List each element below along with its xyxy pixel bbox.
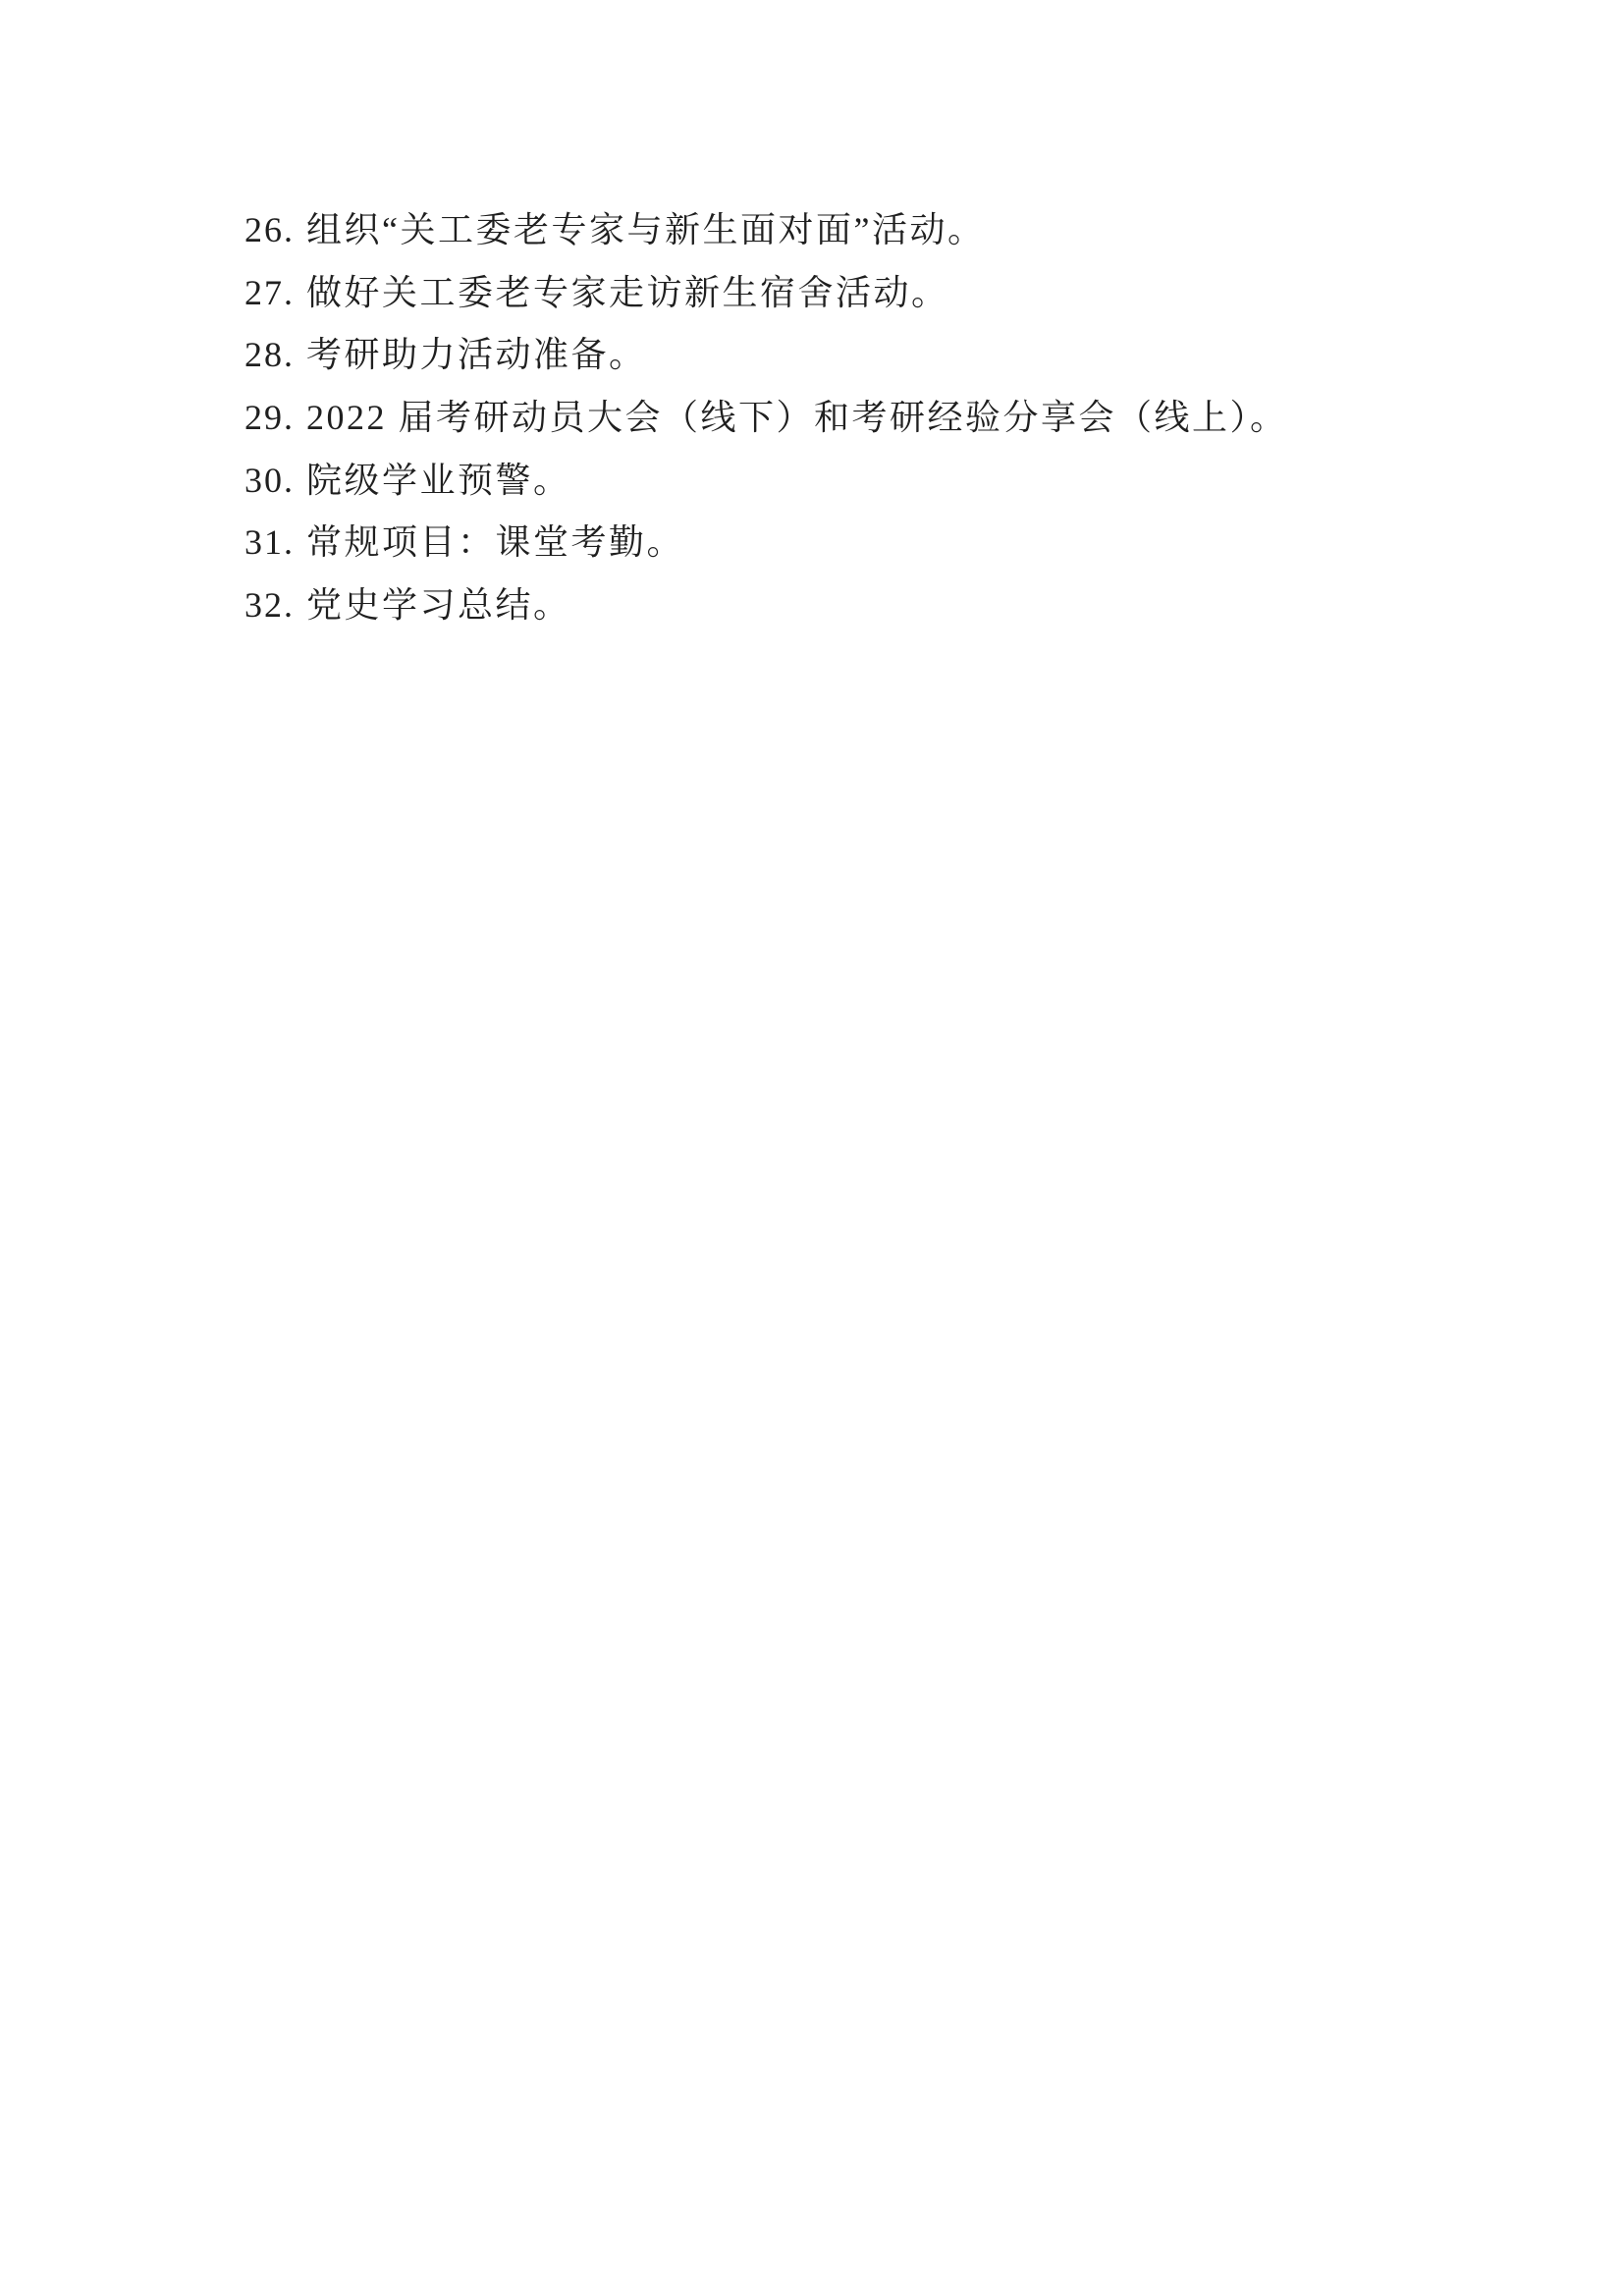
list-item-text: 院级学业预警。 (306, 460, 571, 500)
list-item-text: 常规项目：课堂考勤。 (306, 522, 685, 563)
numbered-list (244, 199, 1288, 637)
list-item (244, 387, 1288, 450)
list-item-text: 党史学习总结。 (306, 585, 571, 626)
list-item-text: 考研助力活动准备。 (306, 335, 647, 375)
list-item-text: 做好关工委老专家走访新生宿舍活动。 (306, 272, 949, 312)
list-item-number: 31. (244, 522, 295, 563)
list-item (244, 512, 1288, 574)
list-item (244, 324, 1288, 387)
list-item (244, 450, 1288, 513)
list-item-number: 28. (244, 335, 295, 375)
list-item-number: 32. (244, 585, 295, 626)
list-item-number: 26. (244, 210, 295, 249)
list-item (244, 199, 1288, 262)
list-item-number: 30. (244, 460, 295, 500)
list-item (244, 262, 1288, 325)
list-item-number: 27. (244, 272, 295, 312)
list-item-number: 29. (244, 398, 295, 438)
list-item (244, 574, 1288, 637)
list-item-text: 2022 届考研动员大会（线下）和考研经验分享会（线上）。 (306, 398, 1288, 438)
list-item-text: 组织“关工委老专家与新生面对面”活动。 (306, 210, 986, 249)
